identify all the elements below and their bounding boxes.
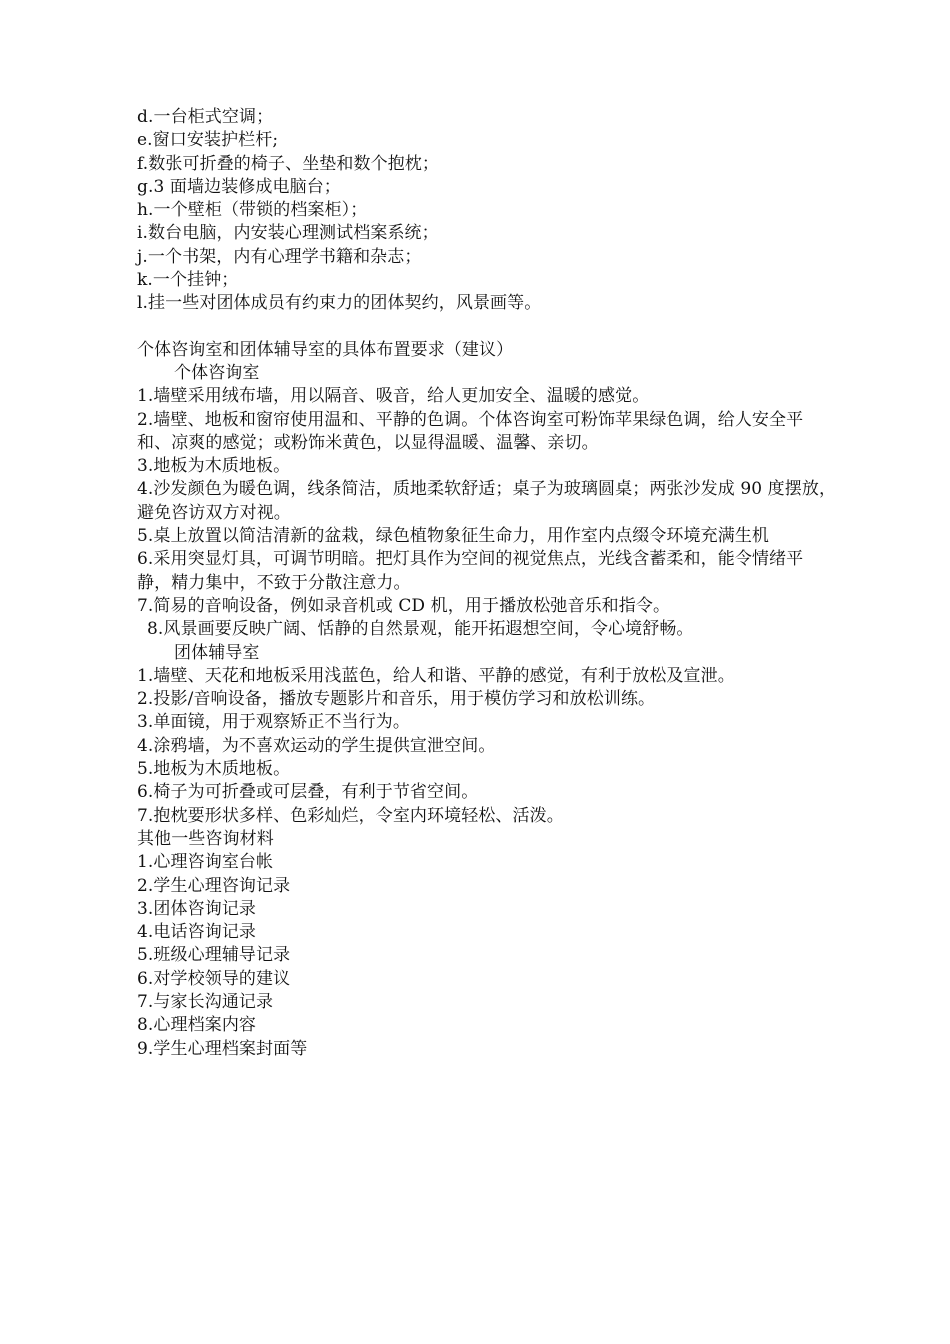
list-item: 6.采用突显灯具，可调节明暗。把灯具作为空间的视觉焦点，光线含蓄柔和，能令情绪平静，精力集中，不致于分散注意力。 [137,549,804,593]
materials-section [137,828,837,1061]
equipment-list [137,106,837,316]
list-item: 3.团体咨询记录 [137,898,257,919]
list-item: 3.地板为木质地板。 [137,456,291,477]
list-item: 5.班级心理辅导记录 [137,945,291,966]
list-item: 1.墙壁、天花和地板采用浅蓝色，给人和谐、平静的感觉，有利于放松及宣泄。 [137,665,735,686]
individual-room-section [137,362,837,642]
list-item: 1.心理咨询室台帐 [137,852,274,873]
list-item: h.一个壁柜（带锁的档案柜）； [137,200,368,221]
list-item: 2.墙壁、地板和窗帘使用温和、平静的色调。个体咨询室可粉饰苹果绿色调，给人安全平和、凉爽的感觉；或粉饰米黄色，以显得温暖、温馨、亲切。 [137,409,804,453]
list-item: 4.沙发颜色为暖色调，线条简洁，质地柔软舒适；桌子为玻璃圆桌；两张沙发成 90 度摆放，避免咨访双方对视。 [137,479,837,523]
list-item: 4.涂鸦墙，为不喜欢运动的学生提供宣泄空间。 [137,735,496,756]
section-title: 个体咨询室和团体辅导室的具体布置要求（建议） [137,339,514,360]
group-room-heading: 团体辅导室 [174,642,260,663]
group-room-section [137,642,837,828]
list-item: j.一个书架，内有心理学书籍和杂志； [137,246,422,267]
individual-room-heading: 个体咨询室 [174,362,260,383]
list-item: 7.抱枕要形状多样、色彩灿烂，令室内环境轻松、活泼。 [137,805,564,826]
list-item: 1.墙壁采用绒布墙，用以隔音、吸音，给人更加安全、温暖的感觉。 [137,386,650,407]
list-item: 5.地板为木质地板。 [137,759,291,780]
list-item: 2.投影/音响设备，播放专题影片和音乐，用于模仿学习和放松训练。 [137,689,656,710]
document-page [137,106,837,1061]
list-item: 7.与家长沟通记录 [137,991,274,1012]
materials-heading: 其他一些咨询材料 [137,828,274,849]
list-item: 6.对学校领导的建议 [137,968,291,989]
list-item: 2.学生心理咨询记录 [137,875,291,896]
list-item: e.窗口安装护栏杆; [137,130,279,151]
list-item: d.一台柜式空调； [137,107,274,127]
list-item: 7.简易的音响设备，例如录音机或 CD 机，用于播放松弛音乐和指令。 [137,595,671,616]
list-item: 8.心理档案内容 [137,1015,257,1036]
list-item: k.一个挂钟； [137,270,239,291]
list-item: 4.电话咨询记录 [137,922,257,943]
list-item: i.数台电脑，内安装心理测试档案系统； [137,223,439,244]
list-item: 5.桌上放置以简洁清新的盆栽，绿色植物象征生命力，用作室内点缀令环境充满生机 [137,526,770,547]
list-item: f.数张可折叠的椅子、坐垫和数个抱枕； [137,153,439,174]
list-item: 6.椅子为可折叠或可层叠，有利于节省空间。 [137,782,479,803]
list-item: 3.单面镜，用于观察矫正不当行为。 [137,712,410,733]
list-item: g.3 面墙边装修成电脑台； [137,176,341,197]
list-item: l.挂一些对团体成员有约束力的团体契约，风景画等。 [137,293,542,314]
list-item: 9.学生心理档案封面等 [137,1038,308,1059]
list-item: 8.风景画要反映广阔、恬静的自然景观，能开拓遐想空间，令心境舒畅。 [147,619,694,640]
spacer [137,316,837,339]
